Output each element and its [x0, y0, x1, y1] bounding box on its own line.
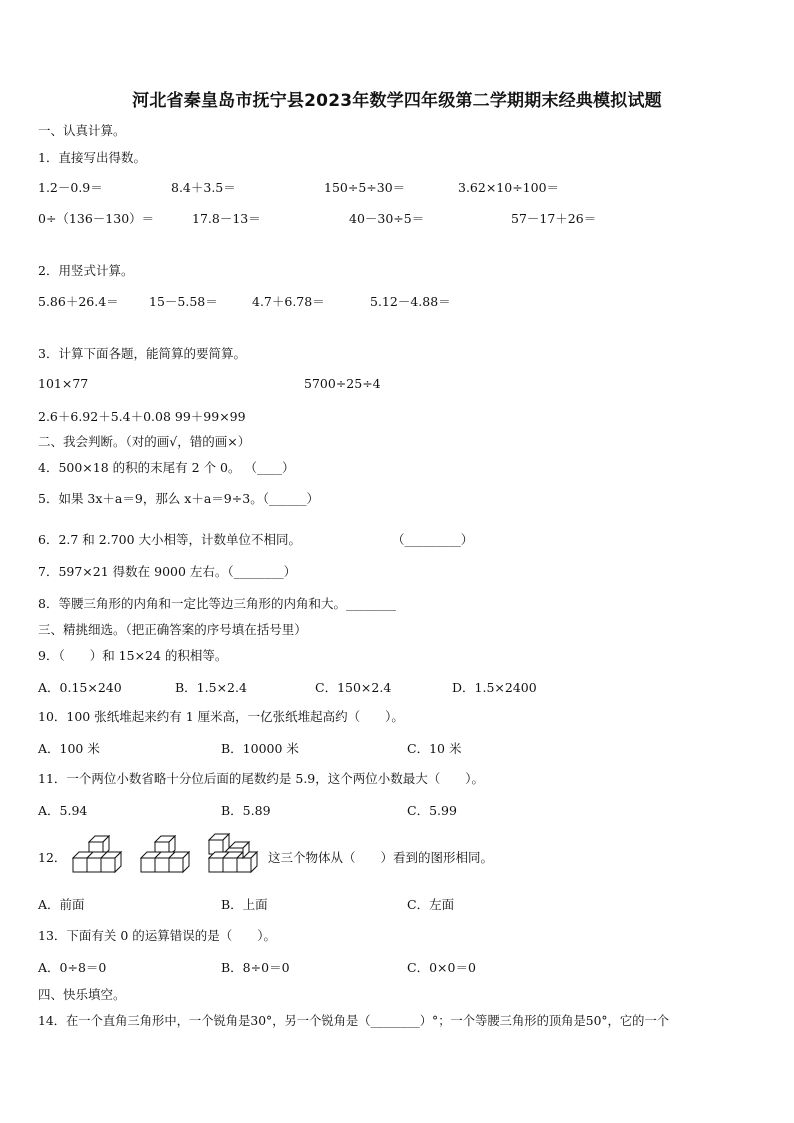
calc-item: 150÷5÷30＝: [324, 180, 406, 195]
option-c: C．0×0＝0: [407, 960, 476, 975]
question-12-number: 12．: [38, 850, 67, 865]
question-14: 14．在一个直角三角形中，一个锐角是30°，另一个锐角是（________）°；一个等腰三角形的顶角是50°，它的一个: [38, 1014, 670, 1028]
question-8: 8．等腰三角形的内角和一定比等边三角形的内角和大。________: [38, 596, 396, 611]
section-heading-1: 一、认真计算。: [38, 123, 126, 138]
calc-item: 5.12－4.88＝: [370, 294, 451, 309]
question-3-row-2: 2.6＋6.92＋5.4＋0.08 99＋99×99: [38, 409, 246, 424]
option-a: A．100 米: [38, 741, 100, 756]
calc-item: 5700÷25÷4: [304, 376, 381, 391]
option-b: B．5.89: [221, 803, 271, 818]
question-6: 6．2.7 和 2.700 大小相等，计数单位不相同。: [38, 532, 302, 547]
calc-item: 101×77: [38, 376, 89, 391]
option-a: A．5.94: [38, 803, 88, 818]
section-heading-4: 四、快乐填空。: [38, 987, 126, 1002]
cube-stack-figure-3: [205, 830, 267, 876]
question-5: 5．如果 3x＋a＝9，那么 x＋a＝9÷3。（______）: [38, 491, 319, 506]
calc-item: 57－17＋26＝: [511, 211, 597, 226]
question-12-text: 这三个物体从（ ）看到的图形相同。: [268, 850, 494, 865]
question-2-stem: 2．用竖式计算。: [38, 263, 134, 278]
option-a: A．前面: [38, 897, 85, 912]
question-13: 13．下面有关 0 的运算错误的是（ ）。: [38, 928, 277, 943]
option-c: C．5.99: [407, 803, 457, 818]
section-heading-2: 二、我会判断。（对的画√，错的画×）: [38, 434, 251, 449]
section-heading-3: 三、精挑细选。（把正确答案的序号填在括号里）: [38, 622, 307, 637]
calc-item: 1.2－0.9＝: [38, 180, 103, 195]
question-1-stem: 1．直接写出得数。: [38, 150, 146, 165]
calc-item: 40－30÷5＝: [349, 211, 425, 226]
question-3-stem: 3．计算下面各题，能简算的要简算。: [38, 346, 246, 361]
option-b: B．8÷0＝0: [221, 960, 290, 975]
calc-item: 5.86＋26.4＝: [38, 294, 119, 309]
answer-blank: （_________）: [392, 532, 474, 547]
calc-item: 8.4＋3.5＝: [171, 180, 236, 195]
calc-item: 3.62×10÷100＝: [458, 180, 560, 195]
calc-item: 17.8－13＝: [192, 211, 261, 226]
page-title: 河北省秦皇岛市抚宁县2023年数学四年级第二学期期末经典模拟试题: [132, 91, 662, 111]
question-9: 9．（ ）和 15×24 的积相等。: [38, 648, 228, 663]
calc-item: 15－5.58＝: [149, 294, 218, 309]
option-c: C．左面: [407, 897, 455, 912]
calc-item: 0÷（136－130）＝: [38, 211, 155, 226]
cube-stack-figure-2: [138, 832, 198, 876]
option-c: C．150×2.4: [315, 680, 392, 695]
calc-item: 4.7＋6.78＝: [252, 294, 325, 309]
option-a: A．0÷8＝0: [38, 960, 107, 975]
option-b: B．上面: [221, 897, 268, 912]
question-4: 4．500×18 的积的末尾有 2 个 0。 （____）: [38, 460, 295, 475]
cube-stack-figure-1: [70, 832, 130, 876]
option-a: A．0.15×240: [38, 680, 122, 695]
question-7: 7．597×21 得数在 9000 左右。（________）: [38, 564, 297, 579]
option-d: D．1.5×2400: [452, 680, 537, 695]
option-b: B．10000 米: [221, 741, 299, 756]
option-b: B．1.5×2.4: [175, 680, 247, 695]
option-c: C．10 米: [407, 741, 462, 756]
question-10: 10．100 张纸堆起来约有 1 厘米高，一亿张纸堆起高约（ ）。: [38, 709, 404, 724]
question-11: 11．一个两位小数省略十分位后面的尾数约是 5.9，这个两位小数最大（ ）。: [38, 771, 485, 786]
